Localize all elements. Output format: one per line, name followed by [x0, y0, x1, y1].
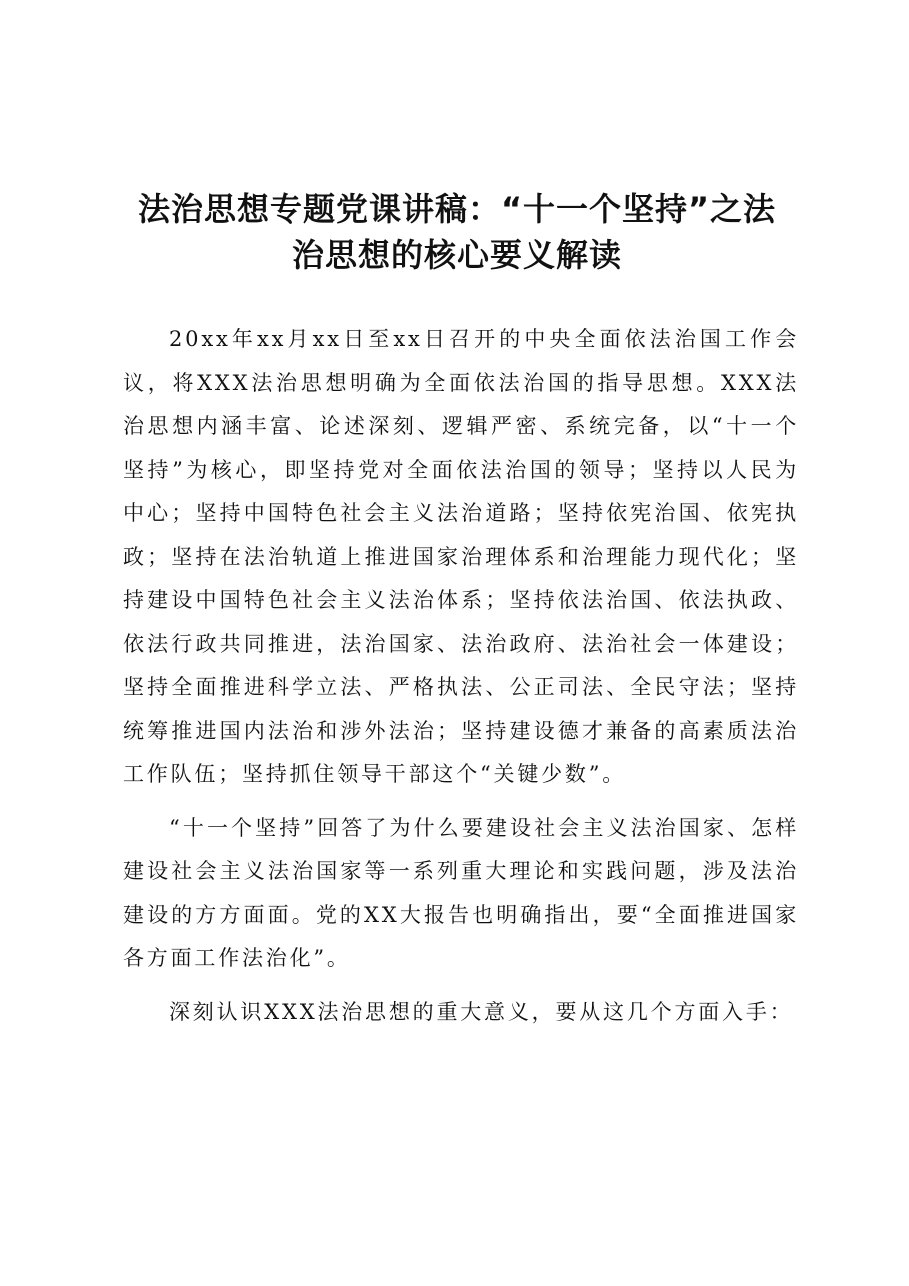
title-line-1: 法治思想专题党课讲稿：“十一个坚持”之法: [137, 190, 777, 228]
title-line-2: 治思想的核心要义解读: [291, 236, 622, 274]
paragraph-1: 20xx年xx月xx日至xx日召开的中央全面依法治国工作会议，将XXX法治思想明确为全面依法治国的指导思想。XXX法治思想内涵丰富、论述深刻、逻辑严密、系统完备，以“十一个坚持”为核心，即坚持党对全面依法治国的领导；坚持以人民为中心；坚持中国特色社会主义法治道路；坚持依宪治国、依宪执政；坚持在法治轨道上推进国家治理体系和治理能力现代化；坚持建设中国特色社会主义法治体系；坚持依法治国、依法执政、依法行政共同推进，法治国家、法治政府、法治社会一体建设；坚持全面推进科学立法、严格执法、公正司法、全民守法；坚持统筹推进国内法治和涉外法治；坚持建设德才兼备的高素质法治工作队伍；坚持抓住领导干部这个“关键少数”。: [123, 327, 799, 786]
document-body: [123, 318, 799, 1044]
paragraph-3: 深刻认识XXX法治思想的重大意义，要从这几个方面入手：: [169, 999, 794, 1024]
paragraph-2: “十一个坚持”回答了为什么要建设社会主义法治国家、怎样建设社会主义法治国家等一系列重大理论和实践问题，涉及法治建设的方方面面。党的XX大报告也明确指出，要“全面推进国家各方面工作法治化”。: [123, 815, 799, 970]
document-title: [120, 186, 794, 278]
